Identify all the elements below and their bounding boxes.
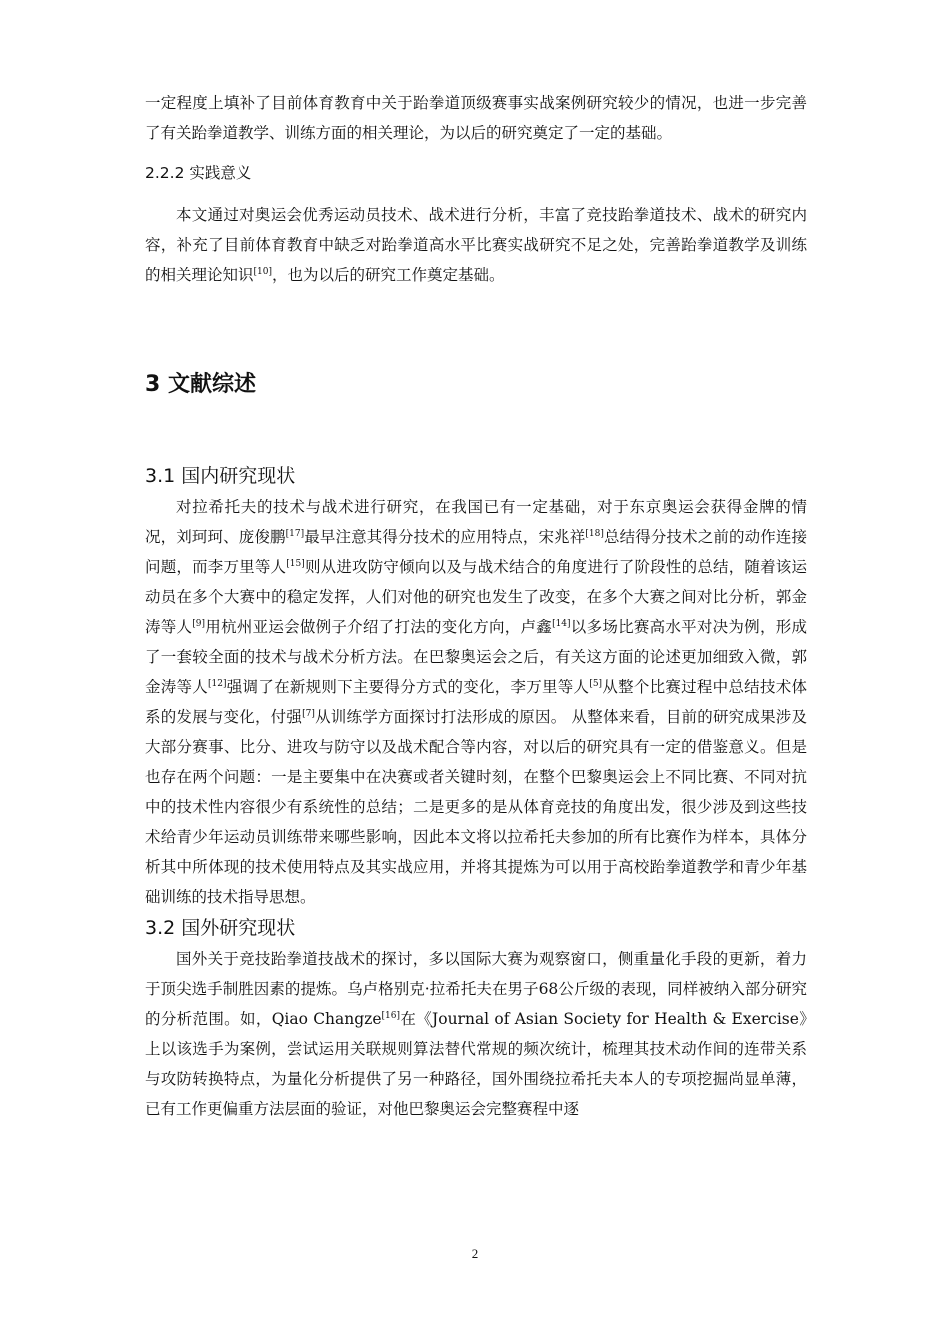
paragraph-text: 从训练学方面探讨打法形成的原因。 从整体来看，目前的研究成果涉及大部分赛事、比分、进攻与防守以及战术配合等内容，对以后的研究具有一定的借鉴意义。但是也存在两个问题：一是主要集中在决赛或者关键时刻，在整个巴黎奥运会上不同比赛、不同对抗中的技术性内容很少有系统性的总结；二是更多的是从体育竞技的角度出发，很少涉及到这些技术给青少年运动员训练带来哪些影响，因此本文将以拉希托夫参加的所有比赛作为样本，具体分析其中所体现的技术使用特点及其实战应用，并将其提炼为可以用于高校跆拳道教学和青少年基础训练的技术指导思想。 <box>145 708 807 906</box>
section-heading-3-1: 3.1 国内研究现状 <box>145 465 296 487</box>
paragraph-text: 本文通过对奥运会优秀运动员技术、战术进行分析，丰富了竞技跆拳道技术、战术的研究内容，补充了目前体育教育中缺乏对跆拳道高水平比赛实战研究不足之处，完善跆拳道教学及训练的相关理论知识 <box>145 206 807 284</box>
practical-significance-paragraph <box>145 200 807 290</box>
page-number: 2 <box>471 1246 479 1261</box>
chapter-heading-3: 3 文献综述 <box>145 372 256 397</box>
document-page <box>145 88 807 1124</box>
citation-ref: [15] <box>286 559 305 569</box>
domestic-research-paragraph <box>145 492 807 912</box>
paragraph-text: 总结得分技术之前的动作连接问题，而李万里等人 <box>145 528 807 576</box>
intro-paragraph: 一定程度上填补了目前体育教育中关于跆拳道顶级赛事实战案例研究较少的情况，也进一步完善了有关跆拳道教学、训练方面的相关理论，为以后的研究奠定了一定的基础。 <box>145 94 807 142</box>
citation-ref: [14] <box>552 619 571 629</box>
citation-ref: [10] <box>253 267 272 277</box>
citation-ref: [9] <box>192 619 206 629</box>
paragraph-text: 用杭州亚运会做例子介绍了打法的变化方向，卢鑫 <box>205 618 553 636</box>
paragraph-text: 对拉希托夫的技术与战术进行研究，在我国已有一定基础，对于东京奥运会获得金牌的情况，刘珂珂、庞俊鹏 <box>145 498 807 546</box>
citation-ref: [16] <box>381 1011 401 1021</box>
paragraph-text: 以多场比赛高水平对决为例，形成了一套较全面的技术与战术分析方法。在巴黎奥运会之后，有关这方面的论述更加细致入微，郭金涛等人 <box>145 618 807 696</box>
section-heading-3-2: 3.2 国外研究现状 <box>145 917 296 939</box>
section-heading-2-2-2: 2.2.2 实践意义 <box>145 164 252 182</box>
citation-ref: [7] <box>302 709 315 719</box>
citation-ref: [5] <box>589 679 603 689</box>
paragraph-text: 在《Journal of Asian Society for Health & Exercise》上以该选手为案例，尝试运用关联规则算法替代常规的频次统计，梳理其技术动作间的连带关系与攻防转换特点，为量化分析提供了另一种路径，国外围绕拉希托夫本人的专项挖掘尚显单薄，已有工作更偏重方法层面的验证，对他巴黎奥运会完整赛程中逐 <box>145 1010 807 1118</box>
citation-ref: [17] <box>285 529 305 539</box>
paragraph-text: 从整个比赛过程中总结技术体系的发展与变化，付强 <box>145 678 807 726</box>
paragraph-text: 强调了在新规则下主要得分方式的变化，李万里等人 <box>226 678 590 696</box>
paragraph-text: ，也为以后的研究工作奠定基础。 <box>272 266 505 284</box>
paragraph-text: 国外关于竞技跆拳道技战术的探讨，多以国际大赛为观察窗口，侧重量化手段的更新，着力于顶尖选手制胜因素的提炼。乌卢格别克·拉希托夫在男子68公斤级的表现，同样被纳入部分研究的分析范围。如，Qiao Changze <box>145 950 807 1028</box>
citation-ref: [12] <box>208 679 227 689</box>
paragraph-text: 最早注意其得分技术的应用特点，宋兆祥 <box>304 528 586 546</box>
citation-ref: [18] <box>585 529 604 539</box>
paragraph-text: 则从进攻防守倾向以及与战术结合的角度进行了阶段性的总结，随着该运动员在多个大赛中的稳定发挥，人们对他的研究也发生了改变，在多个大赛之间对比分析，郭金涛等人 <box>145 558 807 636</box>
foreign-research-paragraph <box>145 944 807 1124</box>
